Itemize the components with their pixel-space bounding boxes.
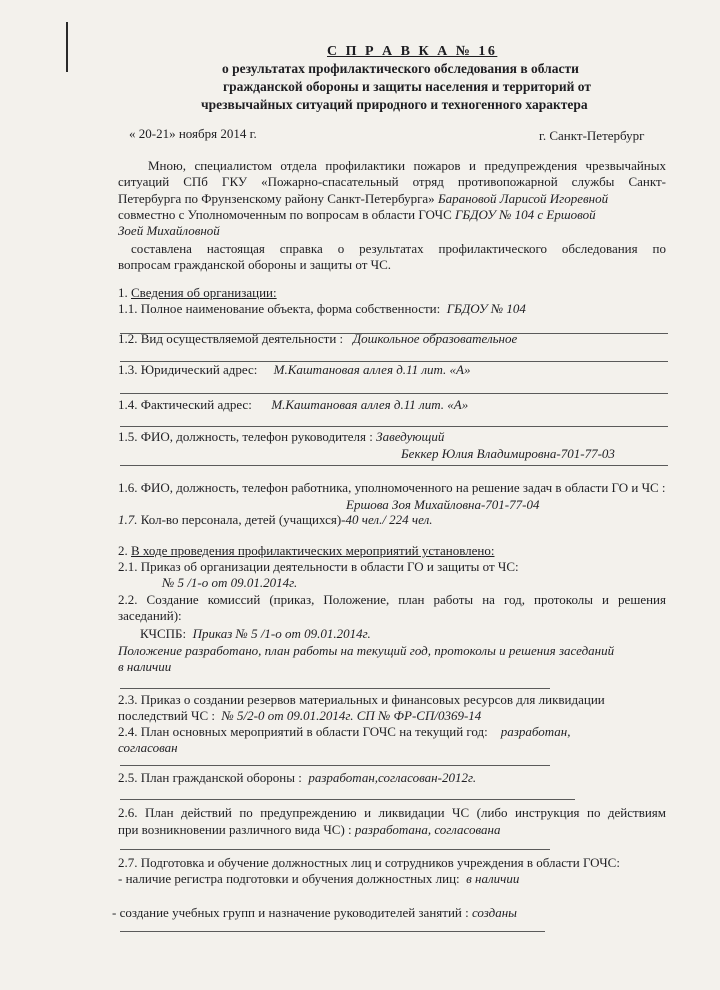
organization-with: ГБДОУ № 104 с Ершовой (454, 207, 596, 222)
field-1-6: 1.6. ФИО, должность, телефон работника, уполномоченного на решение задач в области ГО и ЧС : (118, 480, 666, 495)
field-1-5-value-2: Беккер Юлия Владимировна-701-77-03 (401, 446, 615, 461)
field-2-4-value: разработан, (500, 724, 571, 739)
fill-line (120, 799, 575, 800)
field-2-2-line-1: 2.2. Создание комиссий (приказ, Положение, план работы на год, протоколы и решения (118, 592, 666, 607)
field-2-2-note-1: Положение разработано, план работы на текущий год, протоколы и решения заседаний (118, 643, 615, 658)
field-1-1: 1.1. Полное наименование объекта, форма собственности: ГБДОУ № 104 (118, 301, 526, 316)
intro-closing-1: составлена настоящая справка о результатах профилактического обследования по (131, 241, 666, 256)
field-2-3-line-2: последствий ЧС : № 5/2-0 от 09.01.2014г. СП № ФР-СП/0369-14 (118, 708, 482, 723)
fill-line (120, 931, 545, 932)
fill-line (120, 765, 550, 766)
field-1-1-value: ГБДОУ № 104 (446, 301, 526, 316)
field-2-7-a-value: в наличии (466, 871, 520, 886)
field-2-2-kchs-value: Приказ № 5 /1-о от 09.01.2014г. (192, 626, 371, 641)
field-1-2-value: Дошкольное образовательное (352, 331, 518, 346)
fill-line (120, 465, 668, 466)
subtitle-line-3: чрезвычайных ситуаций природного и техногенного характера (201, 97, 588, 112)
field-2-1: 2.1. Приказ об организации деятельности в области ГО и защиты от ЧС: (118, 559, 519, 574)
field-2-7-b: - создание учебных групп и назначение руководителей занятий : созданы (112, 905, 517, 920)
field-2-6-line-1: 2.6. План действий по предупреждению и ликвидации ЧС (либо инструкция по действиям (118, 805, 666, 820)
field-2-1-value: № 5 /1-о от 09.01.2014г. (162, 575, 298, 590)
fill-line (120, 688, 550, 689)
field-1-3-value: М.Каштановая аллея д.11 лит. «А» (273, 362, 471, 377)
document-city: г. Санкт-Петербург (539, 128, 645, 143)
field-2-5: 2.5. План гражданской обороны : разработан,согласован-2012г. (118, 770, 477, 785)
field-1-4: 1.4. Фактический адрес: М.Каштановая аллея д.11 лит. «А» (118, 397, 469, 412)
intro-closing-2: вопросам гражданской обороны и защиты от ЧС. (118, 257, 391, 272)
field-2-6-value: разработана, согласована (354, 822, 501, 837)
document-date: « 20-21» ноября 2014 г. (129, 126, 257, 141)
field-2-7: 2.7. Подготовка и обучение должностных лиц и сотрудников учреждения в области ГОЧС: (118, 855, 620, 870)
intro-line-2: ситуаций СПб ГКУ «Пожарно-спасательный отряд противопожарной службы Санкт- (118, 174, 666, 189)
field-2-5-value: разработан,согласован-2012г. (308, 770, 477, 785)
intro-line-1: Мною, специалистом отдела профилактики пожаров и предупреждения чрезвычайных (148, 158, 666, 173)
field-1-4-value: М.Каштановая аллея д.11 лит. «А» (271, 397, 469, 412)
field-2-2-kchs: КЧСПБ: Приказ № 5 /1-о от 09.01.2014г. (140, 626, 371, 641)
field-2-6-line-2: при возникновении различного вида ЧС) : разработана, согласована (118, 822, 501, 837)
field-2-4-value-2: согласован (118, 740, 178, 755)
subtitle-line-1: о результатах профилактического обследования в области (222, 61, 579, 76)
field-1-6-value: Ершова Зоя Михайловна-701-77-04 (346, 497, 540, 512)
field-1-5-value: Заведующий (376, 429, 445, 444)
field-1-5: 1.5. ФИО, должность, телефон руководителя : Заведующий (118, 429, 445, 444)
field-1-2: 1.2. Вид осуществляемой деятельности : Дошкольное образовательное (118, 331, 518, 346)
field-2-7-b-value: созданы (471, 905, 517, 920)
field-1-7: 1.7. Кол-во персонала, детей (учащихся)-40 чел./ 224 чел. (118, 512, 433, 527)
field-2-3-value: № 5/2-0 от 09.01.2014г. СП № ФР-СП/0369-14 (221, 708, 482, 723)
subtitle-line-2: гражданской обороны и защиты населения и территорий от (223, 79, 592, 94)
field-2-2-note-2: в наличии (118, 659, 172, 674)
field-1-3: 1.3. Юридический адрес: М.Каштановая аллея д.11 лит. «А» (118, 362, 471, 377)
margin-mark (66, 22, 68, 72)
field-2-3-line-1: 2.3. Приказ о создании резервов материальных и финансовых ресурсов для ликвидации (118, 692, 605, 707)
intro-line-3: Петербурга по Фрунзенскому району Санкт-Петербурга» Барановой Ларисой Игоревной (118, 191, 609, 206)
fill-line (120, 393, 668, 394)
fill-line (120, 849, 550, 850)
intro-line-4: совместно с Уполномоченным по вопросам в области ГОЧС ГБДОУ № 104 с Ершовой (118, 207, 596, 222)
section-2-heading: 2. В ходе проведения профилактических мероприятий установлено: (118, 543, 495, 558)
field-2-2-line-2: заседаний): (118, 608, 182, 623)
field-2-4: 2.4. План основных мероприятий в области ГОЧС на текущий год: разработан, (118, 724, 571, 739)
section-1-heading: 1. Сведения об организации: (118, 285, 277, 300)
field-2-7-a: - наличие регистра подготовки и обучения должностных лиц: в наличии (118, 871, 520, 886)
document-title: С П Р А В К А № 16 (327, 44, 498, 59)
official-name: Зоей Михайловной (118, 223, 220, 238)
fill-line (120, 426, 668, 427)
inspector-name: Барановой Ларисой Игоревной (437, 191, 609, 206)
field-1-7-value: 40 чел./ 224 чел. (345, 512, 433, 527)
